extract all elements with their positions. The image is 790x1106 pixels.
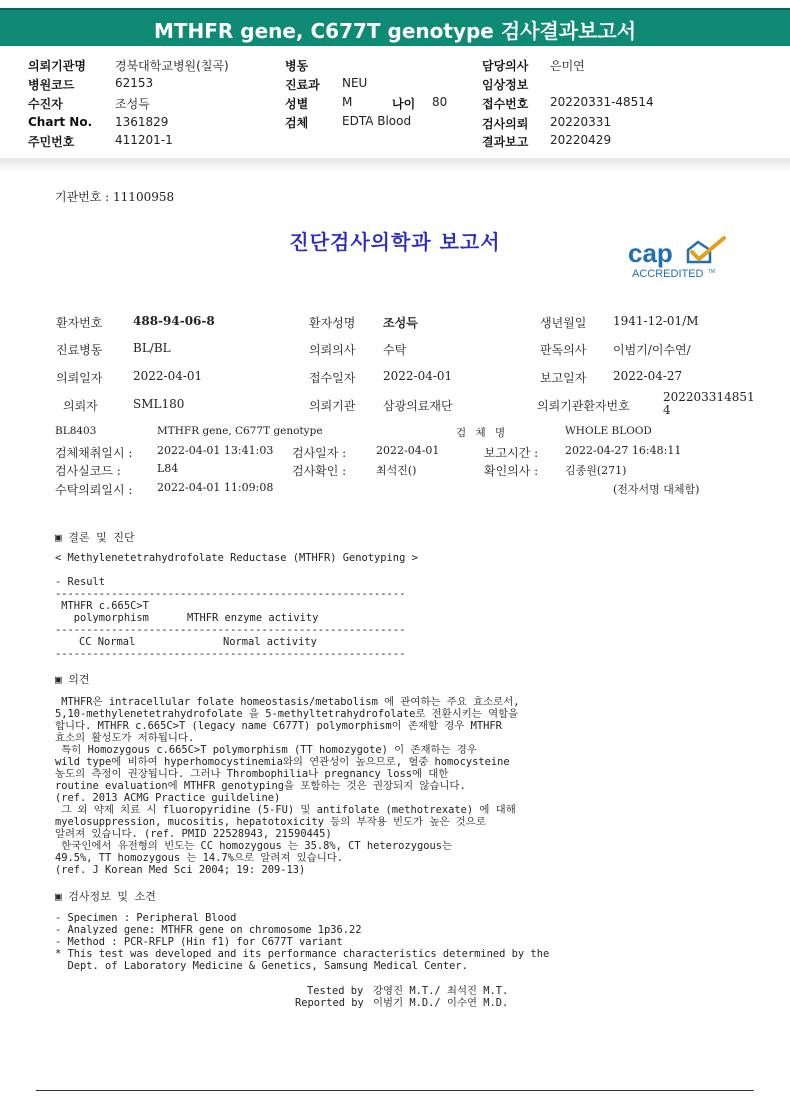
patient-info-label: 의뢰자 <box>63 399 98 413</box>
tested-by-label: Tested by <box>307 985 364 997</box>
test-info-value: L84 <box>157 462 179 475</box>
patient-info-value: 2022-04-01 <box>383 369 453 383</box>
patient-info-label: 생년월일 <box>540 316 587 330</box>
report-title-bar <box>0 8 790 46</box>
patient-info-label: 환자번호 <box>56 316 103 330</box>
header-label: 담당의사 <box>482 59 529 73</box>
test-details-line: * This test was developed and its performance characteristics determined by the <box>55 948 550 960</box>
test-details-heading: ▣ 검사정보 및 소견 <box>55 890 156 903</box>
patient-info-label: 보고일자 <box>540 371 587 385</box>
test-info-label: 확인의사 : <box>484 464 539 478</box>
patient-info-value: 이범기/이수연/ <box>613 343 691 357</box>
patient-info-value: BL/BL <box>133 341 171 355</box>
test-details-line: Dept. of Laboratory Medicine & Genetics, Samsung Medical Center. <box>55 960 468 972</box>
opinion-line: MTHFR은 intracellular folate homeostasis/metabolism 에 관여하는 주요 효소로서, <box>55 696 520 708</box>
opinion-line: (ref. 2013 ACMG Practice guildeline) <box>55 792 281 804</box>
report-title: 진단검사의학과 보고서 <box>289 230 501 254</box>
test-info-label: 검사확인 : <box>292 464 347 478</box>
test-info-value: 최석진() <box>376 464 417 477</box>
opinion-line: 그 외 약제 치료 시 fluoropyridine (5-FU) 및 antifolate (methotrexate) 에 대해 <box>55 804 516 816</box>
result-divider: -------------------------------------------------------- <box>55 648 406 660</box>
patient-info-value-continued: 4 <box>663 403 671 417</box>
signature-note: (전자서명 대체함) <box>613 483 700 496</box>
opinion-line: wild type에 비하여 hyperhomocystinemia와의 연관성이 높으므로, 혈중 homocysteine <box>55 756 510 768</box>
result-col1-header: MTHFR c.665C>T <box>55 600 149 612</box>
opinion-line: 49.5%, TT homozygous 는 14.7%으로 알려져 있습니다. <box>55 852 344 864</box>
result-activity: Normal activity <box>223 636 317 648</box>
patient-info-value: 202203314851 <box>663 390 755 404</box>
reported-by-value: 이범기 M.D./ 이수연 M.D. <box>373 997 509 1009</box>
patient-info-value: 2022-04-27 <box>613 369 683 383</box>
test-info-label: 수탁의뢰일시 : <box>55 483 133 497</box>
patient-info-value: SML180 <box>133 397 185 411</box>
test-info-label: 검체채취일시 : <box>55 446 133 460</box>
header-label: 수진자 <box>28 97 63 111</box>
opinion-line: 5,10-methylenetetrahydrofolate 을 5-methyltetrahydrofolate로 전환시키는 역할을 <box>55 708 519 720</box>
header-value: 경북대학교병원(칠곡) <box>115 59 229 73</box>
header-separator <box>0 158 790 172</box>
header-label: 병동 <box>285 59 309 73</box>
tested-by-value: 강영진 M.T./ 최석진 M.T. <box>373 985 509 997</box>
patient-info-label: 진료병동 <box>56 343 103 357</box>
header-value: 조성득 <box>115 97 150 111</box>
opinion-line: myelosuppression, mucositis, hepatotoxicity 등의 부작용 빈도가 높은 것으로 <box>55 816 486 828</box>
patient-info-label: 의뢰기관 <box>309 399 356 413</box>
header-value: 80 <box>432 95 448 109</box>
cap-logo-word: cap <box>628 238 673 268</box>
header-label: 나이 <box>392 97 416 111</box>
patient-info-label: 의뢰일자 <box>56 371 103 385</box>
header-value: 62153 <box>115 76 154 90</box>
institution-number: 기관번호 : 11100958 <box>55 190 175 204</box>
patient-info-value: 수탁 <box>383 343 407 357</box>
test-info-value: 김종원(271) <box>565 464 627 477</box>
header-label: 병원코드 <box>28 78 75 92</box>
header-value: 20220331 <box>550 115 612 129</box>
opinion-line: (ref. J Korean Med Sci 2004; 19: 209-13) <box>55 864 306 876</box>
result-col1-header-cont: polymorphism <box>55 612 149 624</box>
test-code: BL8403 <box>55 425 97 437</box>
cap-logo-accredited: ACCREDITED <box>632 268 704 280</box>
result-divider: -------------------------------------------------------- <box>55 588 406 600</box>
header-label: 접수번호 <box>482 97 529 111</box>
header-value: 411201-1 <box>115 133 173 147</box>
test-info-value: 2022-04-01 13:41:03 <box>157 444 274 457</box>
test-details-line: - Method : PCR-RFLP (Hin f1) for C677T variant <box>55 936 343 948</box>
header-label: 검사의뢰 <box>482 117 529 131</box>
patient-info-label: 접수일자 <box>309 371 356 385</box>
opinion-line: 특히 Homozygous c.665C>T polymorphism (TT homozygote) 이 존재하는 경우 <box>55 744 477 756</box>
header-label: 검체 <box>285 116 309 130</box>
test-info-label: 보고시간 : <box>484 446 539 460</box>
patient-info-label: 의뢰의사 <box>309 343 356 357</box>
patient-info-label: 환자성명 <box>309 316 356 330</box>
patient-info-value: 488-94-06-8 <box>133 314 215 328</box>
report-header-title: MTHFR gene, C677T genotype 검사결과보고서 <box>153 19 637 43</box>
test-details-line: - Analyzed gene: MTHFR gene on chromosome 1p36.22 <box>55 924 362 936</box>
patient-info-label: 의뢰기관환자번호 <box>537 399 630 413</box>
header-label: 의뢰기관명 <box>28 59 86 73</box>
header-label: 결과보고 <box>482 135 529 149</box>
opinion-line: 효소의 활성도가 저하됩니다. <box>55 732 195 744</box>
cap-accredited-logo <box>626 236 730 282</box>
opinion-line: routine evaluation에 MTHFR genotyping을 포함하는 것은 권장되지 않습니다. <box>55 780 466 792</box>
result-genotype: CC Normal <box>79 636 136 648</box>
conclusion-subtitle: < Methylenetetrahydrofolate Reductase (MTHFR) Genotyping > <box>55 552 418 564</box>
header-label: 성별 <box>285 97 309 111</box>
header-label: 진료과 <box>285 78 320 92</box>
patient-info-value: 삼광의료재단 <box>383 399 453 413</box>
header-value: NEU <box>342 76 368 90</box>
test-info-value: 2022-04-27 16:48:11 <box>565 444 682 457</box>
test-info-label: 검사일자 : <box>292 446 347 460</box>
test-info-label: 검사실코드 : <box>55 464 121 478</box>
specimen-value: WHOLE BLOOD <box>565 425 652 437</box>
opinion-heading: ▣ 의견 <box>55 673 90 686</box>
header-value: 20220429 <box>550 133 612 147</box>
header-value: M <box>342 95 353 109</box>
header-label: 주민번호 <box>28 135 75 149</box>
result-divider: -------------------------------------------------------- <box>55 624 406 636</box>
test-info-value: 2022-04-01 <box>376 444 440 457</box>
test-info-value: 2022-04-01 11:09:08 <box>157 481 274 494</box>
opinion-line: 한국인에서 유전형의 빈도는 CC homozygous 는 35.8%, CT heterozygous는 <box>55 840 453 852</box>
patient-info-value: 1941-12-01/M <box>613 314 699 328</box>
header-label: Chart No. <box>28 115 93 129</box>
test-name: MTHFR gene, C677T genotype <box>157 425 323 437</box>
header-value: 20220331-48514 <box>550 95 654 109</box>
specimen-label: 검 체 명 <box>456 427 509 439</box>
opinion-line: 농도의 측정이 권장됩니다. 그러나 Thrombophilia나 pregnancy loss에 대한 <box>55 768 449 780</box>
patient-info-value: 2022-04-01 <box>133 369 203 383</box>
header-value: EDTA Blood <box>342 114 412 128</box>
header-label: 임상정보 <box>482 78 529 92</box>
opinion-line: 합니다. MTHFR c.665C>T (legacy name C677T) polymorphism이 존재할 경우 MTHFR <box>55 720 502 732</box>
patient-info-value: 조성득 <box>383 316 418 330</box>
cap-logo-trademark: TM <box>708 269 716 275</box>
result-col2-header: MTHFR enzyme activity <box>187 612 319 624</box>
patient-info-label: 판독의사 <box>540 343 587 357</box>
conclusion-heading: ▣ 결론 및 진단 <box>55 531 135 544</box>
result-label: - Result <box>55 576 106 588</box>
reported-by-label: Reported by <box>295 997 364 1009</box>
header-value: 은미연 <box>550 59 585 73</box>
footer-divider <box>36 1090 754 1091</box>
test-details-line: - Specimen : Peripheral Blood <box>55 912 237 924</box>
header-value: 1361829 <box>115 115 169 129</box>
opinion-line: 알려져 있습니다. (ref. PMID 22528943, 21590445) <box>55 828 332 840</box>
